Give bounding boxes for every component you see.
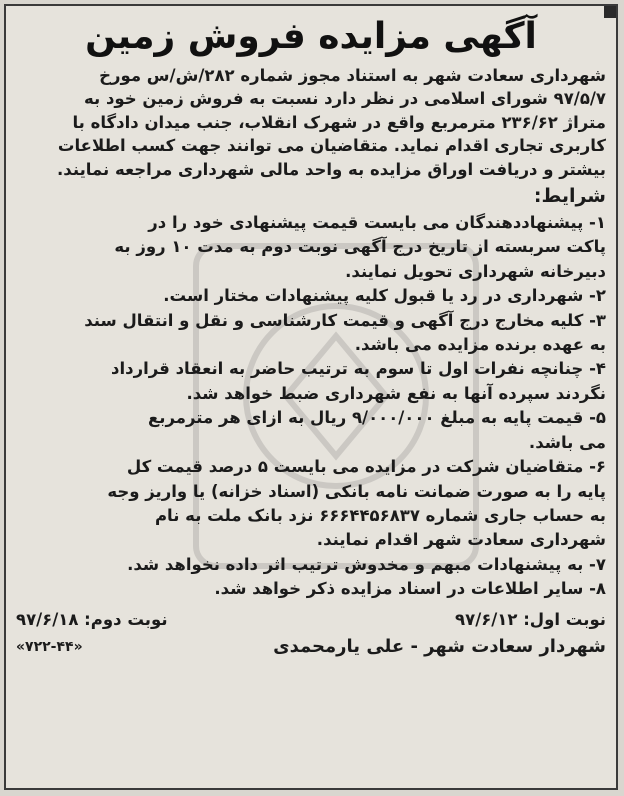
- second-publication: نوبت دوم: ۹۷/۶/۱۸: [16, 609, 168, 629]
- condition-item-6: [16, 455, 606, 553]
- notice-code: «۷۲۲-۴۴»: [16, 638, 83, 655]
- intro-paragraph: [16, 64, 606, 181]
- condition-line: نگردند سپرده آنها به نفع شهرداری ضبط خواهد شد.: [186, 383, 606, 403]
- condition-line: به حساب جاری شماره ۶۶۶۴۴۵۶۸۳۷ نزد بانک ملت به نام: [154, 505, 606, 525]
- condition-line: ۸- سایر اطلاعات در اسناد مزایده ذکر خواهد شد.: [214, 579, 606, 599]
- notice-body: [16, 12, 606, 784]
- intro-line: متراژ ۲۳۶/۶۲ مترمربع واقع در شهرک انقلاب، جنب میدان دادگاه با: [72, 112, 606, 132]
- condition-line: پایه را به صورت ضمانت نامه بانکی (اسناد خزانه) یا واریز وجه: [107, 481, 606, 501]
- condition-line: ۶- متقاضیان شرکت در مزایده می بایست ۵ درصد قیمت کل: [126, 457, 606, 477]
- intro-line: شهرداری سعادت شهر به استناد مجوز شماره ۲۸۲/ش/س مورخ: [99, 66, 606, 85]
- condition-line: می باشد.: [528, 432, 606, 452]
- condition-line: ۲- شهرداری در رد یا قبول کلیه پیشنهادات مختار است.: [163, 286, 606, 306]
- condition-item-3: [16, 309, 606, 358]
- condition-item-2: [16, 284, 606, 308]
- condition-item-1: [16, 211, 606, 284]
- condition-line: پاکت سربسته از تاریخ درج آگهی نوبت دوم به مدت ۱۰ روز به: [114, 237, 606, 257]
- signature: شهردار سعادت شهر - علی یارمحمدی: [273, 635, 606, 657]
- first-publication: نوبت اول: ۹۷/۶/۱۲: [455, 609, 606, 629]
- condition-line: شهرداری سعادت شهر اقدام نمایند.: [316, 530, 606, 550]
- condition-line: ۱- پیشنهاددهندگان می بایست قیمت پیشنهادی خود را در: [148, 213, 606, 233]
- intro-line: بیشتر و دریافت اوراق مزایده به واحد مالی شهرداری مراجعه نمایند.: [57, 159, 606, 179]
- condition-item-5: [16, 406, 606, 455]
- condition-line: ۴- چنانچه نفرات اول تا سوم به ترتیب حاضر به انعقاد قرارداد: [111, 359, 606, 379]
- condition-line: ۵- قیمت پایه به مبلغ ۹/۰۰۰/۰۰۰ ریال به ازای هر مترمربع: [148, 408, 606, 428]
- condition-line: به عهده برنده مزایده می باشد.: [354, 335, 606, 355]
- notice-sheet: [4, 4, 618, 790]
- condition-item-7: [16, 553, 606, 577]
- page-title: آگهی مزایده فروش زمین: [85, 16, 537, 57]
- condition-line: ۳- کلیه مخارج درج آگهی و قیمت کارشناسی و نقل و انتقال سند: [84, 310, 606, 330]
- condition-item-8: [16, 577, 606, 601]
- conditions-list: [16, 211, 606, 602]
- signature-row: [16, 634, 606, 660]
- intro-line: ۹۷/۵/۷ شورای اسلامی در نظر دارد نسبت به فروش زمین خود به: [84, 89, 606, 109]
- publication-dates: [16, 606, 606, 634]
- condition-line: دبیرخانه شهرداری تحویل نمایند.: [345, 261, 606, 281]
- condition-line: ۷- به پیشنهادات مبهم و مخدوش ترتیب اثر داده نخواهد شد.: [127, 554, 606, 574]
- conditions-heading: شرایط:: [533, 185, 606, 208]
- condition-item-4: [16, 357, 606, 406]
- intro-line: کاربری تجاری اقدام نماید. متقاضیان می توانند جهت کسب اطلاعات: [57, 136, 606, 156]
